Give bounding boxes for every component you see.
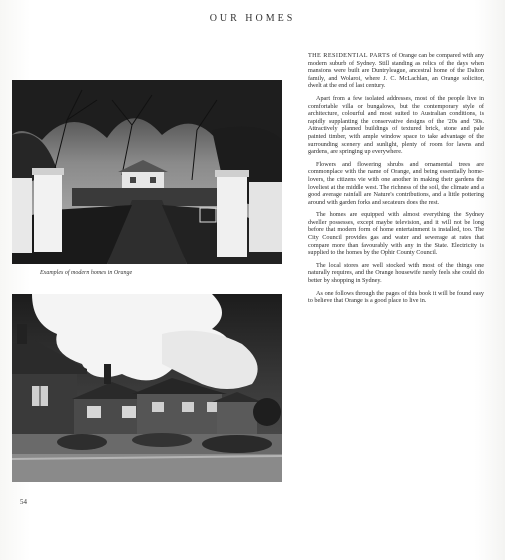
page-number: 54 (20, 498, 27, 506)
paragraph-4: The homes are equipped with almost everything the Sydney dweller possesses, except maybe television, and it will not be long before that modern form of home entertainment is installed, too. The City Council provides gas and water and sewerage at rates that compare more than favourably with any in the State. Electricity is supplied to the homes by the Ophir County Council. (308, 211, 484, 257)
photo-street-gate (12, 80, 282, 264)
photo-street-gate-image (12, 80, 282, 264)
paragraph-1-text: of Orange can be compared with any modern suburb of Sydney. Still standing as relics of the days when mansions were built are Duntryleague, ancestral home of the Dalton family, and Wolaroi, where J. C. McLachlan, an Orange solicitor, dwelt at the end of last century. (308, 52, 484, 90)
photo-brick-houses-image (12, 294, 282, 482)
paragraph-6: As one follows through the pages of this book it will be found easy to believe that Orange is a good place to live in. (308, 289, 484, 305)
body-text-column (308, 52, 484, 310)
photo-caption: Examples of modern homes in Orange (40, 270, 133, 276)
paragraph-1 (308, 52, 484, 90)
paragraph-3: Flowers and flowering shrubs and ornamental trees are commonplace with the name of Orange, and being essentially home-lovers, the citizens vie with one another in making their gardens the loveliest at the middle west. The richness of the soil, the climate and a good average rainfall are Nature's contributions, and a little pottering around with garden forks and secateurs does the rest. (308, 160, 484, 206)
lead-in: THE RESIDENTIAL PARTS (308, 52, 391, 59)
paragraph-2: Apart from a few isolated addresses, most of the people live in comfortable villa or bungalows, but the contemporary style of architecture, colourful and most suited to Australian conditions, is rapidly supplanting the conservative designs of the '20s and '30s. Attractively planned buildings of textured brick, stone and pale painted timber, with ample window space to take advantage of the surrounding scenery and sunlight, plenty of room for lawns and gardens, are springing up everywhere. (308, 94, 484, 156)
paragraph-5: The local stores are well stocked with most of the things one naturally requires, and the Orange housewife rarely feels she could do better by shopping in Sydney. (308, 261, 484, 285)
photo-brick-houses (12, 294, 282, 482)
page-header: OUR HOMES (209, 13, 296, 24)
